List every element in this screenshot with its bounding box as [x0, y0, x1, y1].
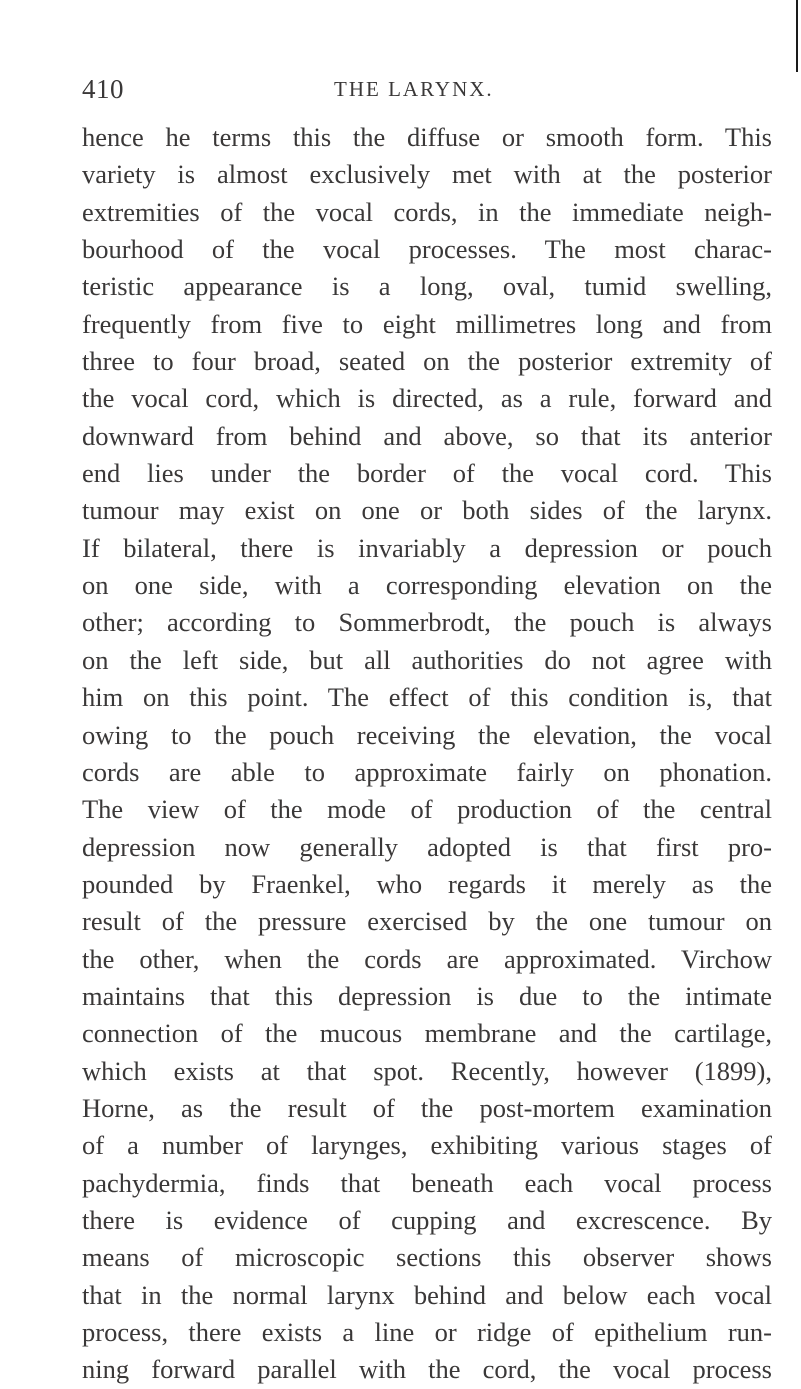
text-line: downward from behind and above, so that its anterior: [82, 420, 772, 451]
text-line: process, there exists a line or ridge of epithelium run-: [82, 1317, 772, 1347]
text-line: frequently from five to eight millimetres long and from: [82, 308, 772, 339]
text-line: depression now generally adopted is that first pro-: [82, 831, 772, 862]
text-line: pounded by Fraenkel, who regards it merely as the: [82, 868, 772, 899]
text-line: cords are able to approximate fairly on phonation.: [82, 756, 772, 787]
text-line: If bilateral, there is invariably a depression or pouch: [82, 532, 772, 563]
text-line: owing to the pouch receiving the elevation, the vocal: [82, 719, 772, 750]
page-number: 410: [82, 74, 124, 104]
page-edge-mark: [796, 0, 798, 72]
text-line: three to four broad, seated on the posterior extremity of: [82, 346, 772, 377]
text-line: connection of the mucous membrane and the cartilage,: [82, 1018, 772, 1049]
body-text: [82, 119, 772, 1389]
text-line: bourhood of the vocal processes. The most charac-: [82, 234, 772, 265]
text-line: variety is almost exclusively met with at the posterior: [82, 159, 772, 190]
text-line: on the left side, but all authorities do not agree with: [82, 644, 772, 675]
text-line: the other, when the cords are approximated. Virchow: [82, 943, 772, 974]
text-line: there is evidence of cupping and excrescence. By: [82, 1204, 772, 1235]
text-line: of a number of larynges, exhibiting various stages of: [82, 1130, 772, 1161]
text-line: the vocal cord, which is directed, as a rule, forward and: [82, 383, 772, 414]
text-line: him on this point. The effect of this condition is, that: [82, 682, 772, 713]
text-line: pachydermia, finds that beneath each vocal process: [82, 1167, 772, 1198]
text-line: hence he terms this the diffuse or smooth form. This: [82, 122, 772, 152]
text-line: ning forward parallel with the cord, the vocal process: [82, 1354, 772, 1385]
text-line: Horne, as the result of the post-mortem examination: [82, 1092, 772, 1123]
text-line: other; according to Sommerbrodt, the pouch is always: [82, 607, 772, 638]
text-line: extremities of the vocal cords, in the immediate neigh-: [82, 196, 772, 227]
text-line: which exists at that spot. Recently, however (1899),: [82, 1055, 772, 1086]
text-line: result of the pressure exercised by the one tumour on: [82, 906, 772, 937]
text-line: on one side, with a corresponding elevation on the: [82, 570, 772, 601]
text-line: teristic appearance is a long, oval, tumid swelling,: [82, 271, 772, 302]
text-line: end lies under the border of the vocal cord. This: [82, 458, 772, 489]
text-line: that in the normal larynx behind and below each vocal: [82, 1279, 772, 1310]
text-line: means of microscopic sections this observer shows: [82, 1242, 772, 1273]
text-line: maintains that this depression is due to the intimate: [82, 980, 772, 1011]
running-head: THE LARYNX.: [334, 77, 494, 101]
text-line: The view of the mode of production of the central: [82, 794, 772, 825]
page-header: [82, 74, 772, 110]
text-line: tumour may exist on one or both sides of the larynx.: [82, 495, 772, 526]
